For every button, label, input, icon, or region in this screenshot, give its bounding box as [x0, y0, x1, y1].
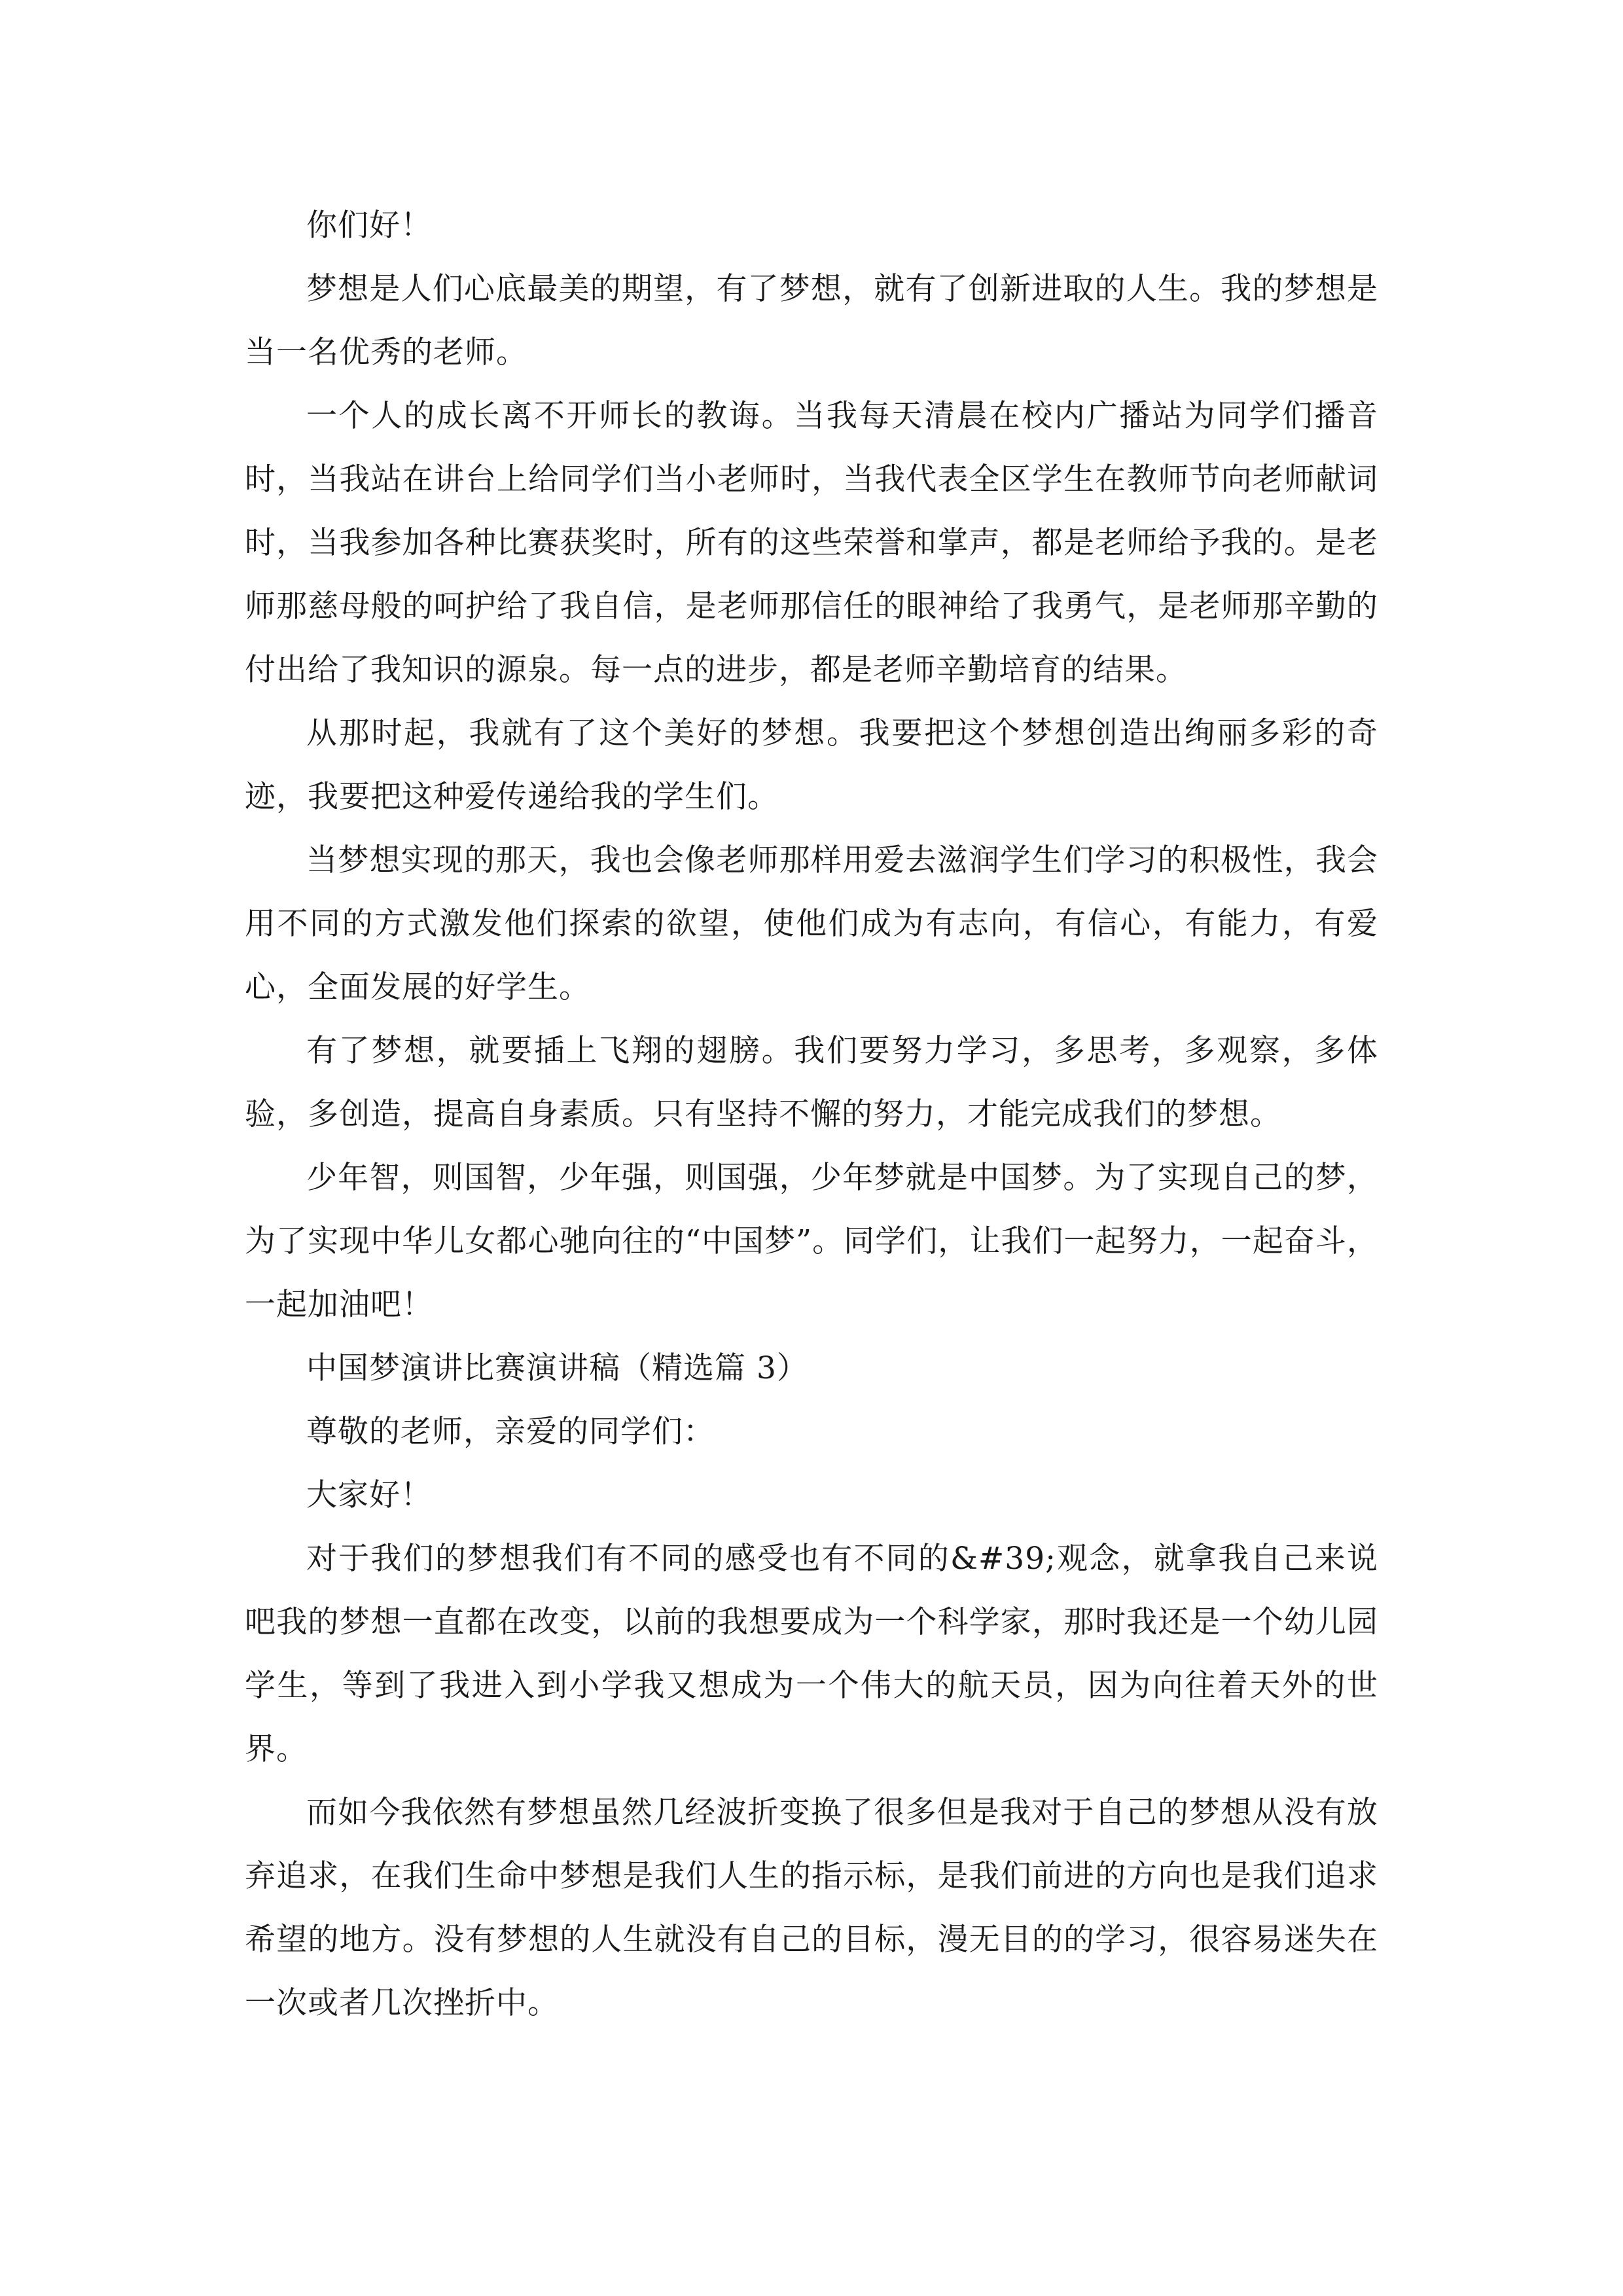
- section-heading: 中国梦演讲比赛演讲稿（精选篇 3）: [306, 1350, 808, 1386]
- pursuit-paragraph: 而如今我依然有梦想虽然几经波折变换了很多但是我对于自己的梦想从没有放弃追求，在我们生命中梦想是我们人生的指示标，是我们前进的方向也是我们追求希望的地方。没有梦想的人生就没有自己的目标，漫无目的的学习，很容易迷失在一次或者几次挫折中。: [245, 1795, 1378, 2021]
- greeting-paragraph: 你们好！: [306, 207, 432, 243]
- salutation: 尊敬的老师，亲爱的同学们：: [306, 1414, 715, 1450]
- china-dream-paragraph: 少年智，则国智，少年强，则国强，少年梦就是中国梦。为了实现自己的梦，为了实现中华儿女都心驰向往的“中国梦”。同学们，让我们一起努力，一起奋斗，一起加油吧！: [245, 1160, 1378, 1323]
- dream-origin-paragraph: 从那时起，我就有了这个美好的梦想。我要把这个梦想创造出绚丽多彩的奇迹，我要把这种爱传递给我的学生们。: [245, 715, 1378, 815]
- dream-intro-paragraph: 梦想是人们心底最美的期望，有了梦想，就有了创新进取的人生。我的梦想是当一名优秀的老师。: [245, 271, 1378, 370]
- teacher-influence-paragraph: 一个人的成长离不开师长的教诲。当我每天清晨在校内广播站为同学们播音时，当我站在讲台上给同学们当小老师时，当我代表全区学生在教师节向老师献词时，当我参加各种比赛获奖时，所有的这些荣誉和掌声，都是老师给予我的。是老师那慈母般的呵护给了我自信，是老师那信任的眼神给了我勇气，是老师那辛勤的付出给了我知识的源泉。每一点的进步，都是老师辛勤培育的结果。: [245, 398, 1378, 688]
- changing-dreams-paragraph: 对于我们的梦想我们有不同的感受也有不同的&#39;观念，就拿我自己来说吧我的梦想一直都在改变，以前的我想要成为一个科学家，那时我还是一个幼儿园学生，等到了我进入到小学我又想成为一个伟大的航天员，因为向往着天外的世界。: [245, 1541, 1378, 1767]
- wings-paragraph: 有了梦想，就要插上飞翔的翅膀。我们要努力学习，多思考，多观察，多体验，多创造，提高自身素质。只有坚持不懈的努力，才能完成我们的梦想。: [245, 1033, 1378, 1132]
- future-teacher-paragraph: 当梦想实现的那天，我也会像老师那样用爱去滋润学生们学习的积极性，我会用不同的方式激发他们探索的欲望，使他们成为有志向，有信心，有能力，有爱心，全面发展的好学生。: [245, 842, 1378, 1005]
- document-body: [245, 194, 1378, 2035]
- greeting-2: 大家好！: [306, 1477, 432, 1513]
